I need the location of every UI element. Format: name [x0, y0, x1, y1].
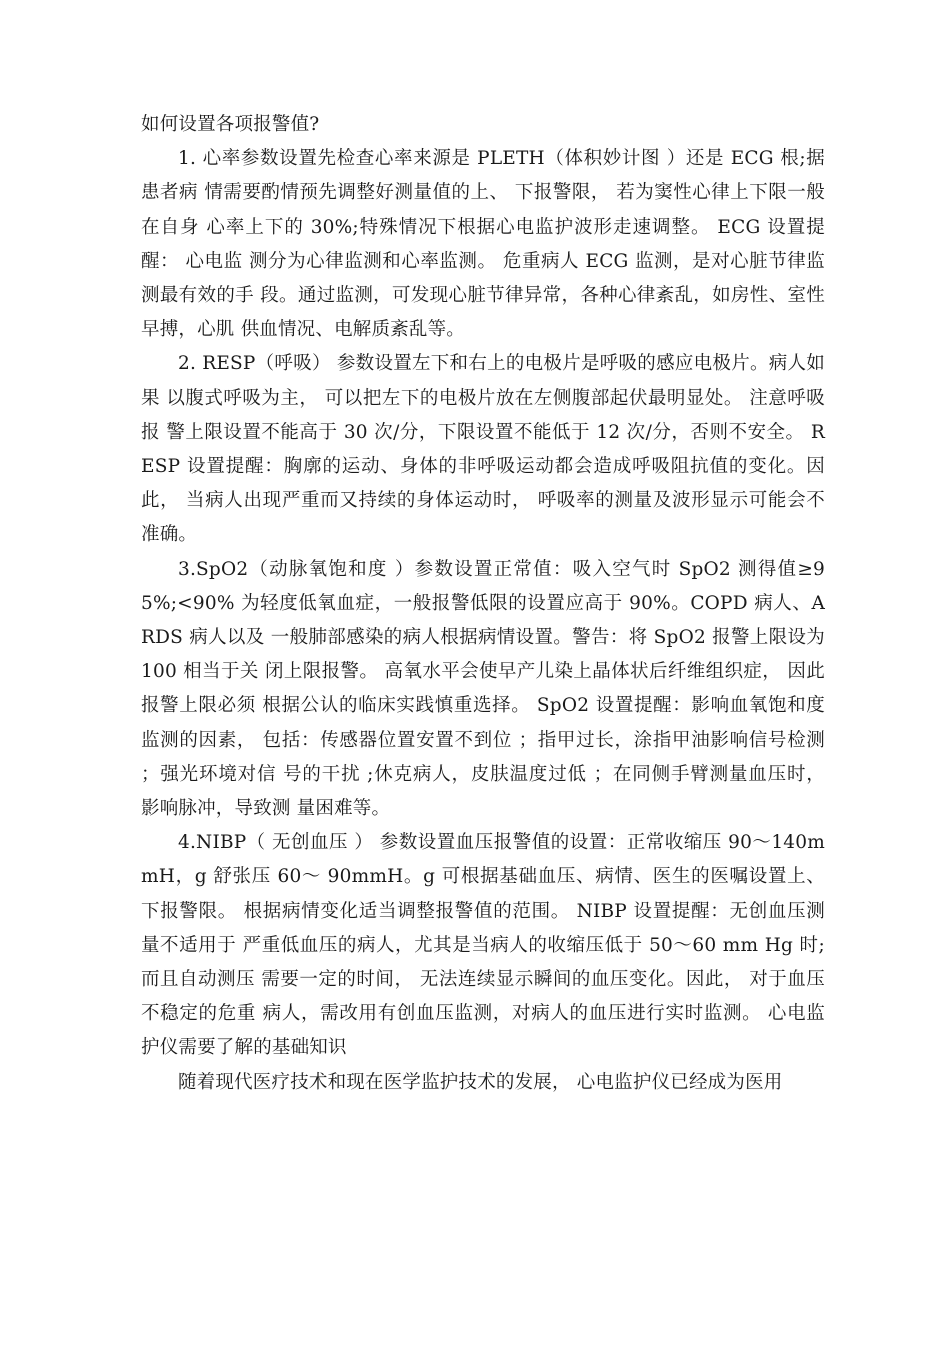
- document-body: [141, 108, 825, 1100]
- paragraph-resp: 2. RESP（呼吸） 参数设置左下和右上的电极片是呼吸的感应电极片。病人如果 以腹式呼吸为主， 可以把左下的电极片放在左侧腹部起伏最明显处。 注意呼吸报 警上限设置不能高于 30 次/分，下限设置不能低于 12 次/分，否则不安全。 RESP 设置提醒：胸廓的运动、身体的非呼吸运动都会造成呼吸阻抗值的变化。因此， 当病人出现严重而又持续的身体运动时， 呼吸率的测量及波形显示可能会不准确。: [141, 353, 825, 546]
- paragraph-heart-rate: 1. 心率参数设置先检查心率来源是 PLETH（体积妙计图 ）还是 ECG 根;据患者病 情需要酌情预先调整好测量值的上、 下报警限， 若为窦性心律上下限一般在自身 心率上下的 30%;特殊情况下根据心电监护波形走速调整。 ECG 设置提醒： 心电监 测分为心律监测和心率监测。 危重病人 ECG 监测，是对心脏节律监测最有效的手 段。通过监测，可发现心脏节律异常，各种心律紊乱，如房性、室性早搏，心肌 供血情况、电解质紊乱等。: [141, 148, 825, 341]
- paragraph-nibp: 4.NIBP（ 无创血压 ） 参数设置血压报警值的设置：正常收缩压 90～140mmH，g 舒张压 60～ 90mmH。g 可根据基础血压、病情、医生的医嘱设置上、下报警限。 根据病情变化适当调整报警值的范围。 NIBP 设置提醒：无创血压测量不适用于 严重低血压的病人，尤其是当病人的收缩压低于 50～60 mm Hg 时;而且自动测压 需要一定的时间， 无法连续显示瞬间的血压变化。因此， 对于血压不稳定的危重 病人，需改用有创血压监测，对病人的血压进行实时监测。 心电监护仪需要了解的基础知识: [141, 832, 825, 1059]
- document-heading: 如何设置各项报警值?: [141, 114, 320, 135]
- paragraph-spo2: 3.SpO2（动脉氧饱和度 ）参数设置正常值：吸入空气时 SpO2 测得值≥95%;<90% 为轻度低氧血症，一般报警低限的设置应高于 90%。COPD 病人、ARDS 病人以及 一般肺部感染的病人根据病情设置。警告：将 SpO2 报警上限设为 100 相当于关 闭上限报警。 高氧水平会使早产儿染上晶体状后纤维组织症， 因此报警上限必须 根据公认的临床实践慎重选择。 SpO2 设置提醒：影响血氧饱和度监测的因素， 包括：传感器位置安置不到位 ；指甲过长，涂指甲油影响信号检测 ；强光环境对信 号的干扰 ;休克病人，皮肤温度过低 ；在同侧手臂测量血压时， 影响脉冲，导致测 量困难等。: [141, 558, 825, 820]
- paragraph-monitor-intro: 随着现代医疗技术和现在医学监护技术的发展， 心电监护仪已经成为医用: [178, 1071, 783, 1093]
